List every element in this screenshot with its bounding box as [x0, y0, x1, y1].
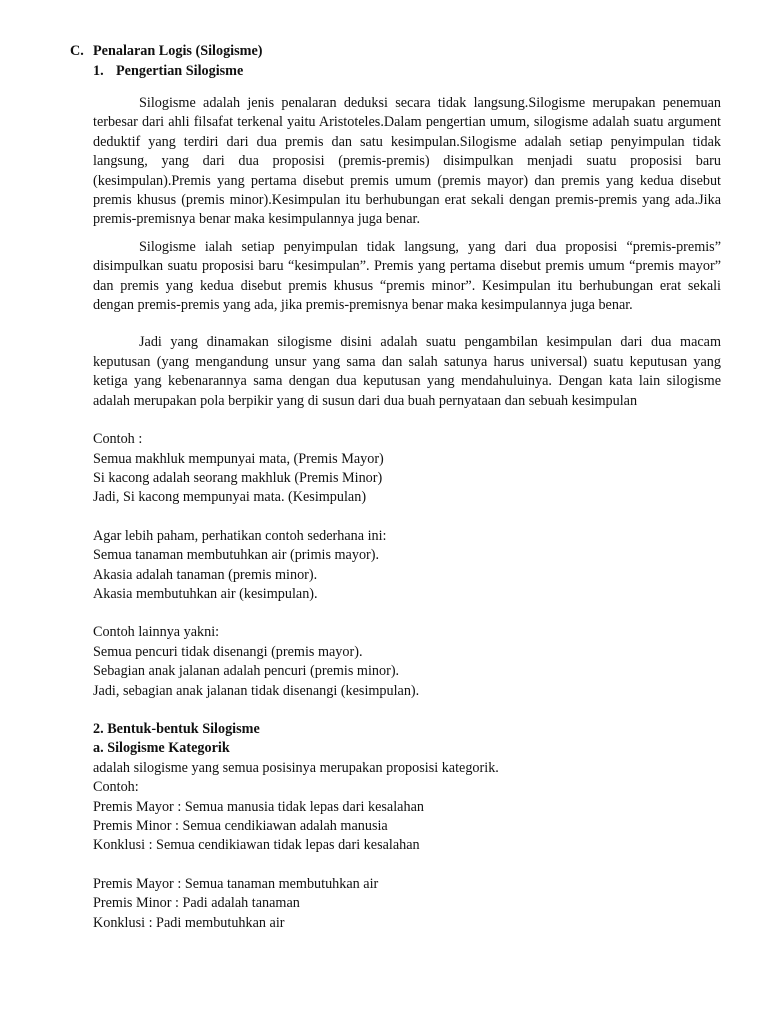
- example-block-2: [93, 527, 721, 605]
- subsection-heading-1: [93, 63, 243, 80]
- example-line: Jadi, sebagian anak jalanan tidak disenangi (kesimpulan).: [93, 682, 420, 699]
- example-line: Si kacong adalah seorang makhluk (Premis Minor): [93, 469, 383, 486]
- example-line: Premis Minor : Padi adalah tanaman: [93, 895, 300, 912]
- example-block-3: [93, 623, 721, 701]
- example-line: Konklusi : Padi membutuhkan air: [93, 914, 285, 931]
- example-line: Akasia adalah tanaman (premis minor).: [93, 566, 318, 583]
- section-2-title: 2. Bentuk-bentuk Silogisme: [93, 720, 260, 737]
- example-line: Sebagian anak jalanan adalah pencuri (premis minor).: [93, 663, 400, 680]
- example-line: Semua tanaman membutuhkan air (primis mayor).: [93, 547, 380, 564]
- example-line: Semua pencuri tidak disenangi (premis mayor).: [93, 643, 363, 660]
- example-block-1: [93, 430, 721, 508]
- example-line: Semua makhluk mempunyai mata, (Premis Mayor): [93, 450, 384, 467]
- paragraph-definition: Silogisme adalah jenis penalaran deduksi secara tidak langsung.Silogisme merupakan penemuan terbesar dari ahli filsafat terkenal yaitu Aristoteles.Dalam pengertian umum, silogisme adalah suatu argument deduktif yang terdiri dari dua premis dan satu kesimpulan.Silogisme adalah setiap penyimpulan tidak langsung, yang dari dua proposisi (premis-premis) disimpulkan menjadi suatu proposisi baru (kesimpulan).Premis yang pertama disebut premis umum (premis mayor) dan premis yang kedua disebut premis khusus (premis minor).Kesimpulan itu berhubungan erat sekali dengan premis-premis yang ada.Jika premis-premisnya benar maka kesimpulannya juga benar.: [93, 95, 721, 228]
- section-2-definition: adalah silogisme yang semua posisinya merupakan proposisi kategorik.: [93, 759, 499, 776]
- example-label: Contoh lainnya yakni:: [93, 624, 220, 641]
- subsection-title: Pengertian Silogisme: [116, 63, 244, 79]
- section-heading-c: [70, 43, 262, 60]
- section-marker: C.: [70, 43, 84, 59]
- example-label: Contoh :: [93, 431, 143, 448]
- example-label: Agar lebih paham, perhatikan contoh sederhana ini:: [93, 527, 387, 544]
- example-line: Akasia membutuhkan air (kesimpulan).: [93, 585, 318, 602]
- document-body: [93, 94, 721, 933]
- section-bentuk-silogisme: [93, 720, 721, 933]
- example-line: Premis Minor : Semua cendikiawan adalah manusia: [93, 818, 388, 834]
- section-title: Penalaran Logis (Silogisme): [93, 43, 263, 59]
- paragraph-explanation: Silogisme ialah setiap penyimpulan tidak langsung, yang dari dua proposisi “premis-premis” disimpulkan suatu proposisi baru “kesimpulan”. Premis yang pertama disebut premis umum “premis mayor” dan premis yang kedua disebut premis khusus “premis minor”. Kesimpulan itu berhubungan erat sekali dengan premis-premis yang ada, jika premis-premisnya benar maka kesimpulannya juga benar.: [93, 238, 721, 314]
- example-line: Konklusi : Semua cendikiawan tidak lepas dari kesalahan: [93, 837, 420, 854]
- example-line: Jadi, Si kacong mempunyai mata. (Kesimpulan): [93, 489, 367, 506]
- example-line: Premis Mayor : Semua tanaman membutuhkan air: [93, 875, 379, 892]
- paragraph-summary: Jadi yang dinamakan silogisme disini adalah suatu pengambilan kesimpulan dari dua macam keputusan (yang mengandung unsur yang sama dan salah satunya harus universal) suatu keputusan yang ketiga yang kebenarannya sama dengan dua keputusan yang mendahuluinya. Dengan kata lain silogisme adalah merupakan pola berpikir yang di susun dari dua buah pernyataan dan sebuah kesimpulan: [93, 334, 721, 409]
- example-line: Premis Mayor : Semua manusia tidak lepas dari kesalahan: [93, 798, 424, 815]
- example-label: Contoh:: [93, 779, 139, 796]
- subsection-marker: 1.: [93, 63, 104, 79]
- section-2-subtitle: a. Silogisme Kategorik: [93, 740, 230, 757]
